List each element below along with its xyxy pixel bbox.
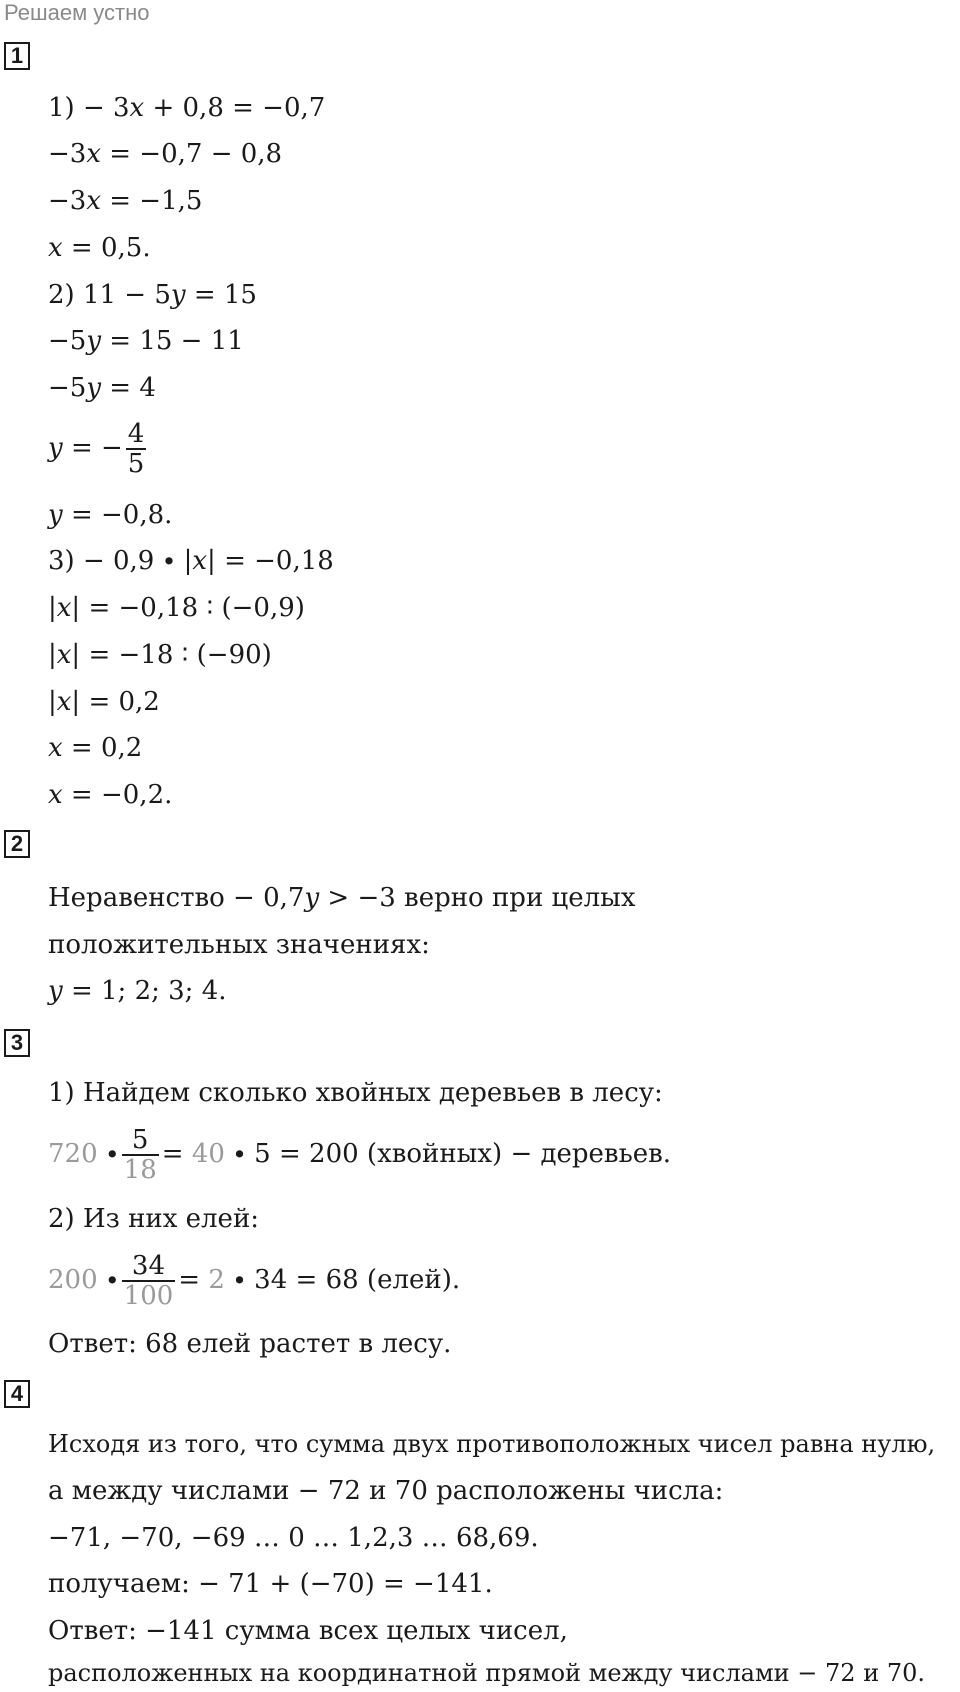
fraction-denominator: 18 [123, 1155, 157, 1185]
calc2-gray-a: 200 [48, 1265, 98, 1295]
task-number-4: 4 [4, 1380, 30, 1408]
task4-line-2: а между числами − 72 и 70 расположены числа: [48, 1476, 724, 1506]
fraction-34-100 [122, 1252, 176, 1310]
fraction-numerator: 4 [127, 419, 145, 449]
task1-line-7: −5𝑦 = 4 [48, 373, 156, 403]
page-header: Решаем устно [4, 0, 150, 25]
calc2-rest: ∙ 34 = 68 (елей). [224, 1265, 461, 1295]
calc1-gray-b: 40 [191, 1139, 225, 1169]
task1-line-3: −3𝑥 = −1,5 [48, 186, 203, 216]
calc2-dot: ∙ [97, 1265, 119, 1295]
task-number-3: 3 [4, 1029, 30, 1057]
task3-calc-1 [48, 1126, 671, 1184]
calc1-rest: ∙ 5 = 200 (хвойных) − деревьев. [224, 1139, 672, 1169]
calc2-gray-b: 2 [208, 1265, 225, 1295]
task1-line-4: 𝑥 = 0,5. [48, 233, 151, 263]
task1-line-11: |𝑥| = −0,18 ∶ (−0,9) [48, 593, 305, 623]
fraction-four-fifths [126, 420, 147, 478]
task2-line-2: положительных значениях: [48, 930, 430, 960]
task-number-2: 2 [4, 830, 30, 858]
task1-line-1: 1) − 3𝑥 + 0,8 = −0,7 [48, 93, 326, 123]
task1-line-14: 𝑥 = 0,2 [48, 733, 143, 763]
fraction-numerator: 34 [131, 1251, 166, 1281]
task4-line-1: Исходя из того, что сумма двух противоположных чисел равна нулю, [48, 1430, 936, 1458]
task1-line-8-text: 𝑦 = − [48, 433, 123, 463]
task4-line-6: расположенных на координатной прямой между числами − 72 и 70. [48, 1659, 925, 1687]
task2-line-3: 𝑦 = 1; 2; 3; 4. [48, 976, 227, 1006]
task1-line-12: |𝑥| = −18 ∶ (−90) [48, 640, 272, 670]
task1-line-6: −5𝑦 = 15 − 11 [48, 326, 244, 356]
task4-line-3: −71, −70, −69 … 0 … 1,2,3 … 68,69. [48, 1523, 539, 1553]
task1-line-8 [48, 420, 149, 478]
task1-line-2: −3𝑥 = −0,7 − 0,8 [48, 139, 283, 169]
task4-line-5: Ответ: −141 сумма всех целых чисел, [48, 1616, 568, 1646]
task3-line-2: 2) Из них елей: [48, 1204, 260, 1234]
task2-line-1: Неравенство − 0,7𝑦 > −3 верно при целых [48, 883, 636, 913]
fraction-denominator: 100 [123, 1281, 174, 1311]
calc1-gray-a: 720 [48, 1139, 98, 1169]
task-number-1: 1 [4, 42, 30, 70]
task1-line-15: 𝑥 = −0,2. [48, 780, 173, 810]
task3-line-1: 1) Найдем сколько хвойных деревьев в лесу: [48, 1078, 663, 1108]
calc1-eq: = [161, 1139, 192, 1169]
task3-calc-2 [48, 1252, 460, 1310]
task1-line-13: |𝑥| = 0,2 [48, 687, 160, 717]
task4-line-4: получаем: − 71 + (−70) = −141. [48, 1569, 493, 1599]
fraction-5-18 [122, 1126, 159, 1184]
task3-line-3: Ответ: 68 елей растет в лесу. [48, 1329, 452, 1359]
fraction-numerator: 5 [131, 1125, 149, 1155]
task1-line-10: 3) − 0,9 ∙ |𝑥| = −0,18 [48, 546, 334, 576]
calc1-dot: ∙ [97, 1139, 119, 1169]
calc2-eq: = [178, 1265, 209, 1295]
fraction-denominator: 5 [127, 449, 145, 479]
task1-line-5: 2) 11 − 5𝑦 = 15 [48, 280, 257, 310]
task1-line-9: 𝑦 = −0,8. [48, 500, 173, 530]
